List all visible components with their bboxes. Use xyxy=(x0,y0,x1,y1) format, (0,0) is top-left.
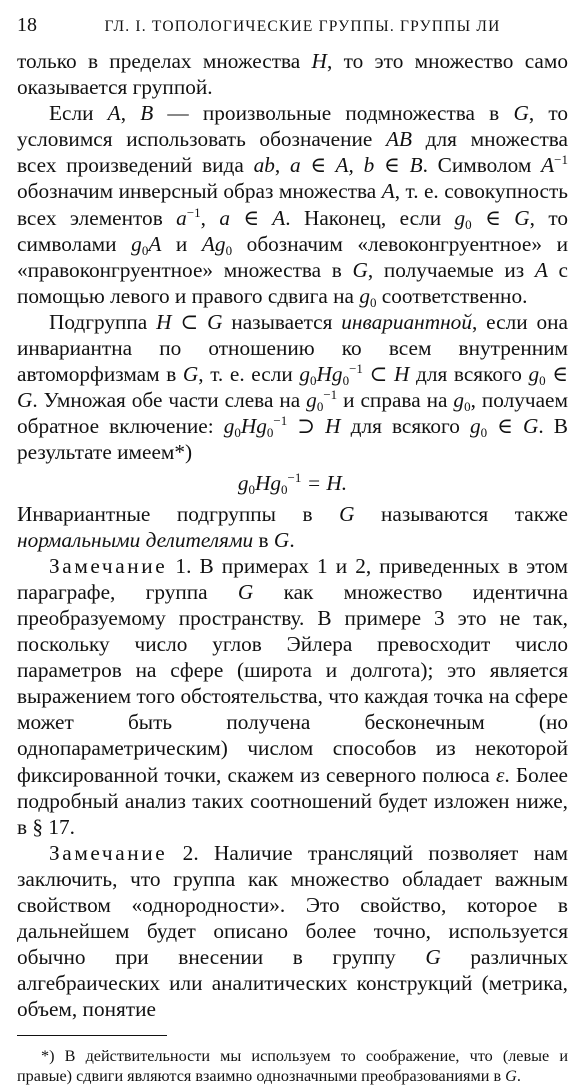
paragraph-2: Если A, B — произвольные подмножества в G, то условимся использовать обозначение AB для множества всех произведений вида ab, a ∈ A, b ∈ B. Символом $A^{-1}$ обозначим инверсный образ множества A, т. е. совокупность всех элементов $a^{-1}$, a ∈ A. Наконец, если $g_0$ ∈ G, то символами $g_0A$ и $Ag_0$ обозначим «левоконгруентное» и «правоконгруентное» множества в G, получаемые из A с помощью левого и правого сдвига на $g_0$ соответственно. xyxy=(17,101,569,310)
remark-label: Замечание xyxy=(49,553,168,578)
running-header xyxy=(17,14,568,42)
remark-1: Замечание 1. В примерах 1 и 2, приведенных в этом параграфе, группа G как множество идентична преобразуемому пространству. В примере 3 это не так, поскольку число углов Эйлера превосходит число параметров на сфере (широта и долгота); это является выражением того обстоятельства, что каждая точка на сфере может быть получена бесконечным (но однопараметрическим) числом способов из некоторой фиксированной точки, скажем из северного полюса ε. Более подробный анализ таких соотношений будет изложен ниже, в § 17. xyxy=(17,553,568,839)
footnote: *) В действительности мы используем то соображение, что (левые и правые) сдвиги являются взаимно однозначными преобразованиями в G. xyxy=(17,1047,568,1086)
remark-label: Замечание xyxy=(49,840,168,865)
remark-2: Замечание 2. Наличие трансляций позволяет нам заключить, что группа как множество обладает важным свойством «однородности». Это свойство, которое в дальнейшем будет описано более точно, используется обычно при внесении в группу G различных алгебраических или аналитических конструкций (метрика, объем, понятие xyxy=(17,840,568,1022)
display-formula: $g_0Hg_0^{-1} = H$. xyxy=(237,469,348,497)
term-invariant: инвариантной xyxy=(341,309,472,334)
term-normal-divisors: нормальными делителями xyxy=(17,527,254,552)
paragraph-3: Подгруппа H ⊂ G называется инвариантной, если она инвариантна по отношению ко всем внутренним автоморфизмам в G, т. е. если $g_0Hg_0^{-1}$ ⊂ H для всякого $g_0$ ∈ G. Умножая обе части слева на $g_0^{-1}$ и справа на $g_0$, получаем обратное включение: $g_0Hg_0^{-1}$ ⊃ H для всякого $g_0$ ∈ G. В результате имеем*) xyxy=(17,309,569,465)
page-number: 18 xyxy=(17,14,37,36)
footnote-divider xyxy=(17,1035,167,1036)
text-body xyxy=(17,48,568,1086)
paragraph-1: только в пределах множества H, то это множество само оказывается группой. xyxy=(17,49,568,100)
paragraph-4: Инвариантные подгруппы в G называются также нормальными делителями в G. xyxy=(17,501,568,552)
running-title: ГЛ. I. ТОПОЛОГИЧЕСКИЕ ГРУППЫ. ГРУППЫ ЛИ xyxy=(104,18,501,35)
